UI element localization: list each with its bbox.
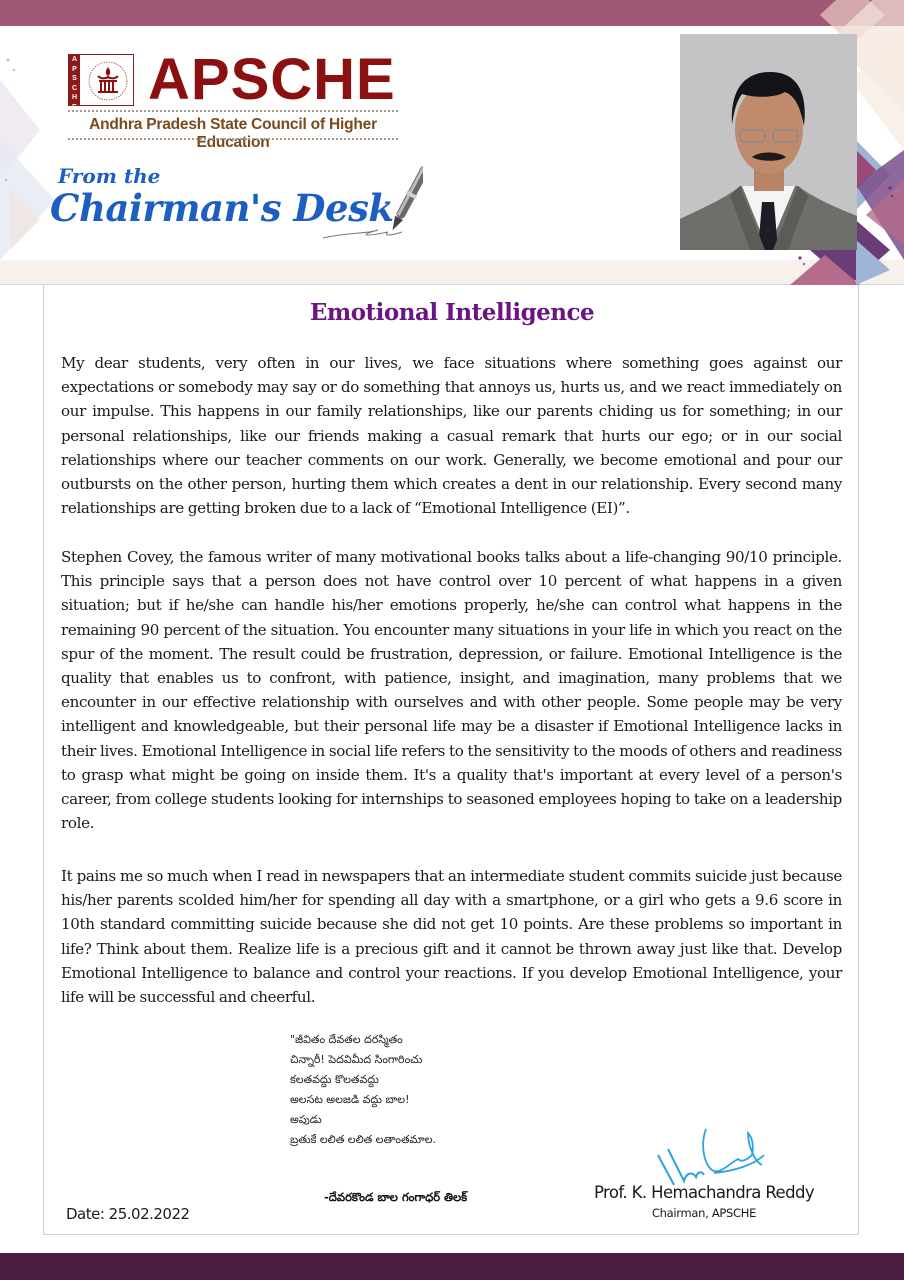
chairman-portrait-image — [680, 34, 857, 250]
bottom-bar — [0, 1253, 904, 1280]
top-bar — [0, 0, 904, 26]
apsche-wordmark: APSCHE — [148, 47, 396, 112]
desk-heading-large: Chairman's Desk — [50, 186, 394, 230]
fountain-pen-icon — [318, 160, 423, 245]
apsche-full-name: Andhra Pradesh State Council of Higher Education — [89, 116, 377, 151]
poem-line: "జీవితం దేవతల దరస్మితం — [290, 1033, 403, 1046]
letter-title: Emotional Intelligence — [309, 299, 595, 326]
poem-line: బ్రతుకే లలిత లలిత లతాంతమాల. — [290, 1133, 436, 1146]
poem-line: చిన్నారీ! పెదవిమీద సింగారించు — [290, 1053, 423, 1066]
telugu-poem — [290, 1030, 590, 1150]
logo-dotted-rule-bottom — [68, 138, 398, 140]
logo-dotted-rule-top — [68, 110, 398, 112]
poem-line: అలసట అలజడి వద్దు బాల! — [290, 1093, 410, 1106]
letter-paragraph-3: It pains me so much when I read in newspapers that an intermediate student commits suicide just because his/her parents scolded him/her for spending all day with a smartphone, or a girl who gets a 9.6 score in 10th standard committing suicide because she did not get 10 points. Are these problems so important in life? Think about them. Realize life is a precious gift and it cannot be thrown away just like that. Develop Emotional Intelligence to balance and control your reactions. If you develop Emotional Intelligence, your life will be successful and cheerful. — [61, 867, 842, 1007]
letter-paragraph-2: Stephen Covey, the famous writer of many motivational books talks about a life-changing 90/10 principle. This principle says that a person does not have control over 10 percent of what happens in a given situation; but if he/she can handle his/her emotions properly, he/she can control what happens in the remaining 90 percent of the situation. You encounter many situations in your life in which you react on the spur of the moment. The result could be frustration, depression, or failure. Emotional Intelligence is the quality that enables us to confront, with patience, insight, and imagination, many problems that we encounter in our effective relationship with ourselves and with other people. Some people may be very intelligent and knowledgeable, but their personal life may be a disaster if Emotional Intelligence lacks in their lives. Emotional Intelligence in social life refers to the sensitivity to the moods of others and readiness to grasp what might be going on inside them. It's a quality that's important at every level of a person's career, from college students looking for internships to seasoned employees hoping to take on a leadership role. — [61, 548, 842, 833]
letter-paragraph-1: My dear students, very often in our lives, we face situations where something goes against our expectations or somebody may say or do something that annoys us, hurts us, and we react immediately on our impulse. This happens in our family relationships, like our parents chiding us for something; in our personal relationships, like our friends making a casual remark that hurts our ego; or in our social relationships where our teacher comments on our work. Generally, we become emotional and pour our outbursts on the other person, hurting them which creates a dent in our relationship. Every second many relationships are getting broken due to a lack of “Emotional Intelligence (EI)”. — [61, 354, 842, 518]
letter-date: Date: 25.02.2022 — [66, 1205, 190, 1223]
left-diamond-decoration — [0, 40, 70, 280]
letter-body — [43, 285, 859, 1235]
signer-name: Prof. K. Hemachandra Reddy — [593, 1183, 815, 1202]
signer-role: Chairman, APSCHE — [651, 1206, 757, 1220]
temple-lamp-icon — [86, 59, 130, 103]
poem-author: -దేవరకొండ బాల గంగాధర్ తిలక్ — [324, 1190, 468, 1204]
header-strip — [0, 260, 904, 284]
desk-heading-small: From the — [58, 164, 161, 188]
apsche-emblem — [68, 54, 134, 111]
poem-line: కలతవద్దు కొలతవద్దు — [290, 1073, 379, 1086]
chairman-photo — [680, 34, 857, 250]
emblem-letter-strip: A P S C H E — [69, 55, 80, 105]
poem-line: అపుడు — [290, 1113, 322, 1126]
